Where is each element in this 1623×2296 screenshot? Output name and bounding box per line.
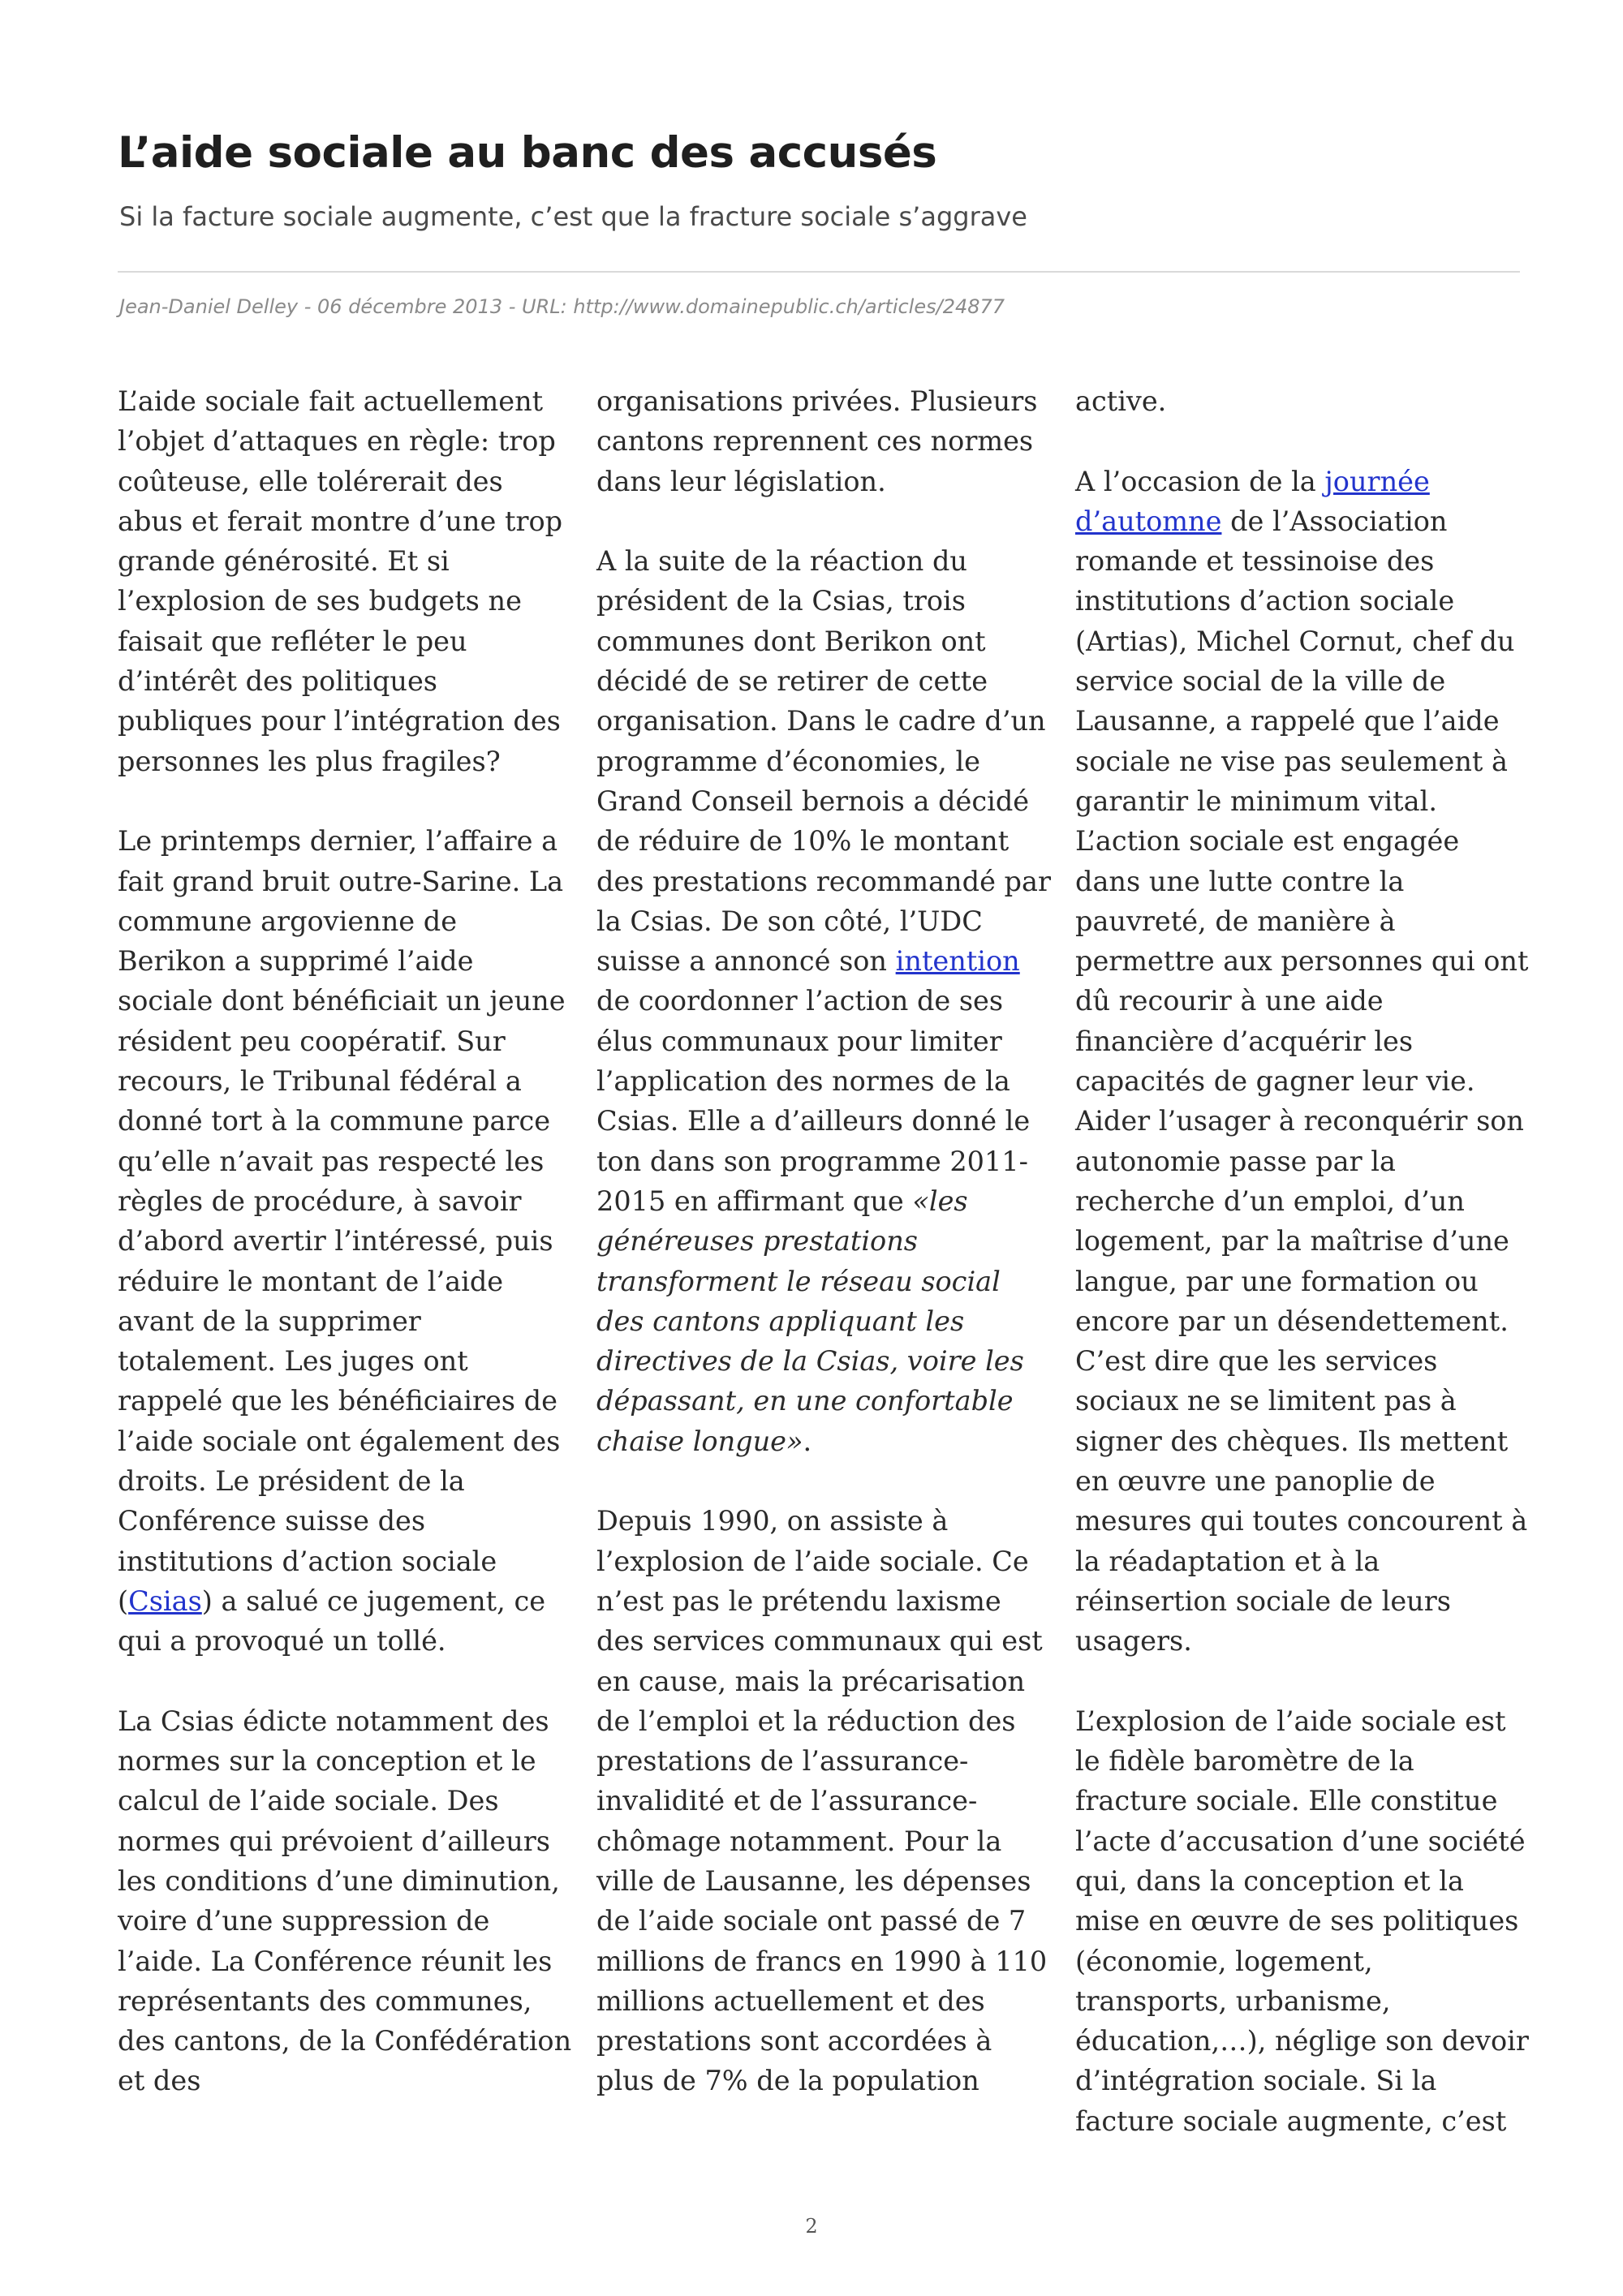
paragraph: Depuis 1990, on assiste à l’explosion de l’aide sociale. Ce n’est pas le prétendu laxisme des services communaux qui est en cause, mais la précarisation de l’emploi et la réduction des prestations de l’assurance-invalidité et de l’assurance-chômage notamment. Pour la ville de Lausanne, les dépenses de l’aide sociale ont passé de 7 millions de francs en 1990 à 110 millions actuellement et des prestations sont accordées à plus de 7% de la population xyxy=(596,1505,1048,2097)
paragraph-text: A la suite de la réaction du président de la Csias, trois communes dont Berikon ont décidé de se retirer de cette organisation. Dans le cadre d’un programme d’économies, le Grand Conseil bernois a décidé de réduire de 10% le montant des prestations recommandé par la Csias. De son côté, l’UDC suisse a annoncé son xyxy=(596,545,1051,978)
paragraph-text: de coordonner l’action de ses élus communaux pour limiter l’application des normes de la Csias. Elle a d’ailleurs donné le ton dans son programme 2011-2015 en affirmant que xyxy=(596,985,1031,1217)
paragraph-text: ) a salué ce jugement, ce qui a provoqué un tollé. xyxy=(118,1584,546,1658)
text-column-2 xyxy=(596,381,1051,2141)
paragraph xyxy=(596,541,1051,1461)
paragraph: organisations privées. Plusieurs cantons reprennent ces normes dans leur législation. xyxy=(596,385,1038,497)
header-divider xyxy=(118,271,1520,273)
paragraph-text: . xyxy=(803,1425,812,1457)
paragraph: La Csias édicte notamment des normes sur la conception et le calcul de l’aide sociale. Des normes qui prévoient d’ailleurs les conditions d’une diminution, voire d’une suppression de l’aide. La Conférence réunit les représentants des communes, des cantons, de la Confédération et des xyxy=(118,1705,572,2097)
page-number: 2 xyxy=(805,2215,818,2238)
paragraph-text: A l’occasion de la xyxy=(1075,465,1325,497)
intention-link[interactable]: intention xyxy=(895,945,1020,978)
text-column-1 xyxy=(118,381,572,2141)
paragraph xyxy=(1075,462,1530,1662)
paragraph xyxy=(118,821,572,1661)
paragraph: active. xyxy=(1075,385,1167,417)
journee-automne-link[interactable]: journée d’automne xyxy=(1075,465,1430,537)
paragraph-text: Le printemps dernier, l’affaire a fait grand bruit outre-Sarine. La commune argovienne de Berikon a supprimé l’aide sociale dont bénéficiait un jeune résident peu coopératif. Sur recours, le Tribunal fédéral a donné tort à la commune parce qu’elle n’avait pas respecté les règles de procédure, à savoir d’abord avertir l’intéressé, puis réduire le montant de l’aide avant de la supprimer totalement. Les juges ont rappelé que les bénéficiaires de l’aide sociale ont également des droits. Le président de la Conférence suisse des institutions d’action sociale ( xyxy=(118,825,566,1617)
paragraph: L’aide sociale fait actuellement l’objet d’attaques en règle: trop coûteuse, elle tolérerait des abus et ferait montre d’une trop grande générosité. Et si l’explosion de ses budgets ne faisait que refléter le peu d’intérêt des politiques publiques pour l’intégration des personnes les plus fragiles? xyxy=(118,385,563,777)
text-column-3 xyxy=(1075,381,1530,2181)
article-title: L’aide sociale au banc des accusés xyxy=(118,128,937,178)
paragraph: L’explosion de l’aide sociale est le fidèle baromètre de la fracture sociale. Elle constitue l’acte d’accusation d’une société qui, dans la conception et la mise en œuvre de ses politiques (économie, logement, transports, urbanisme, éducation,…), néglige son devoir d’intégration sociale. Si la facture sociale augmente, c’est xyxy=(1075,1705,1529,2137)
udc-quote: «les généreuses prestations transforment le réseau social des cantons appliquant les directives de la Csias, voire les dépassant, en une confortable chaise longue» xyxy=(596,1185,1024,1457)
article-meta: Jean-Daniel Delley - 06 décembre 2013 - URL: http://www.domainepublic.ch/articles/24877 xyxy=(119,295,1005,318)
article-subtitle: Si la facture sociale augmente, c’est que la fracture sociale s’aggrave xyxy=(119,201,1027,232)
paragraph-text: de l’Association romande et tessinoise des institutions d’action sociale (Artias), Michel Cornut, chef du service social de la ville de Lausanne, a rappelé que l’aide sociale ne vise pas seulement à garantir le minimum vital. L’action sociale est engagée dans une lutte contre la pauvreté, de manière à permettre aux personnes qui ont dû recourir à une aide financière d’acquérir les capacités de gagner leur vie. Aider l’usager à reconquérir son autonomie passe par la recherche d’un emploi, d’un logement, par la maîtrise d’une langue, par une formation ou encore par un désendettement. C’est dire que les services sociaux ne se limitent pas à signer des chèques. Ils mettent en œuvre une panoplie de mesures qui toutes concourent à la réadaptation et à la réinsertion sociale de leurs usagers. xyxy=(1075,505,1529,1658)
csias-link[interactable]: Csias xyxy=(128,1584,202,1617)
